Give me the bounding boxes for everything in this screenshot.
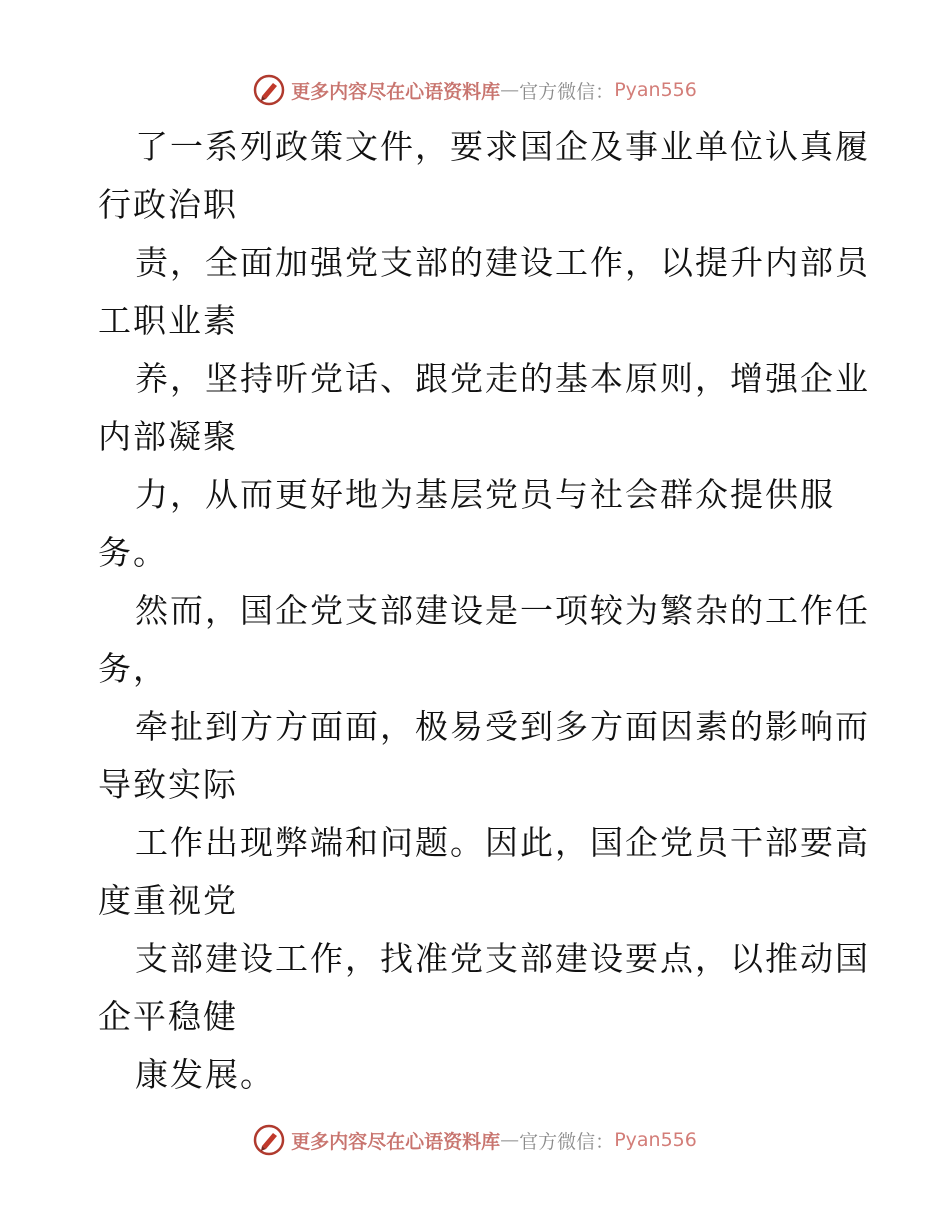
footer-banner-text: 更多内容尽在心语资料库 [291, 1130, 501, 1153]
text-line: 养，坚持听党话、跟党走的基本原则，增强企业 [135, 359, 870, 398]
pen-logo-icon [253, 1124, 285, 1156]
footer-wechat-id: Pyan556 [614, 1129, 697, 1151]
text-line: 务， [98, 649, 168, 688]
pen-logo-icon [253, 74, 285, 106]
text-line: 工职业素 [98, 301, 238, 340]
text-line: 牵扯到方方面面，极易受到多方面因素的影响而 [135, 707, 870, 746]
header-wechat-label: 官方微信： [519, 80, 615, 103]
text-line: 康发展。 [135, 1055, 275, 1094]
text-line: 务。 [98, 533, 168, 572]
header-wechat-id: Pyan556 [614, 79, 697, 101]
document-body [98, 118, 870, 1104]
text-line: 责，全面加强党支部的建设工作，以提升内部员 [135, 243, 870, 282]
text-line: 工作出现弊端和问题。因此，国企党员干部要高 [135, 823, 870, 862]
header-banner-separator: — [500, 79, 520, 101]
header-banner-text: 更多内容尽在心语资料库 [291, 80, 501, 103]
text-line: 力，从而更好地为基层党员与社会群众提供服 [135, 475, 835, 514]
text-line: 然而，国企党支部建设是一项较为繁杂的工作任 [135, 591, 870, 630]
text-line: 支部建设工作，找准党支部建设要点，以推动国 [135, 939, 870, 978]
text-line: 企平稳健 [98, 997, 238, 1036]
text-line: 度重视党 [98, 881, 238, 920]
text-line: 了一系列政策文件，要求国企及事业单位认真履 [135, 127, 870, 166]
text-line: 行政治职 [98, 185, 238, 224]
header-watermark-banner [0, 70, 950, 110]
footer-wechat-label: 官方微信： [519, 1130, 615, 1153]
text-line: 内部凝聚 [98, 417, 238, 456]
footer-watermark-banner [0, 1120, 950, 1160]
text-line: 导致实际 [98, 765, 238, 804]
footer-banner-separator: — [500, 1129, 520, 1151]
